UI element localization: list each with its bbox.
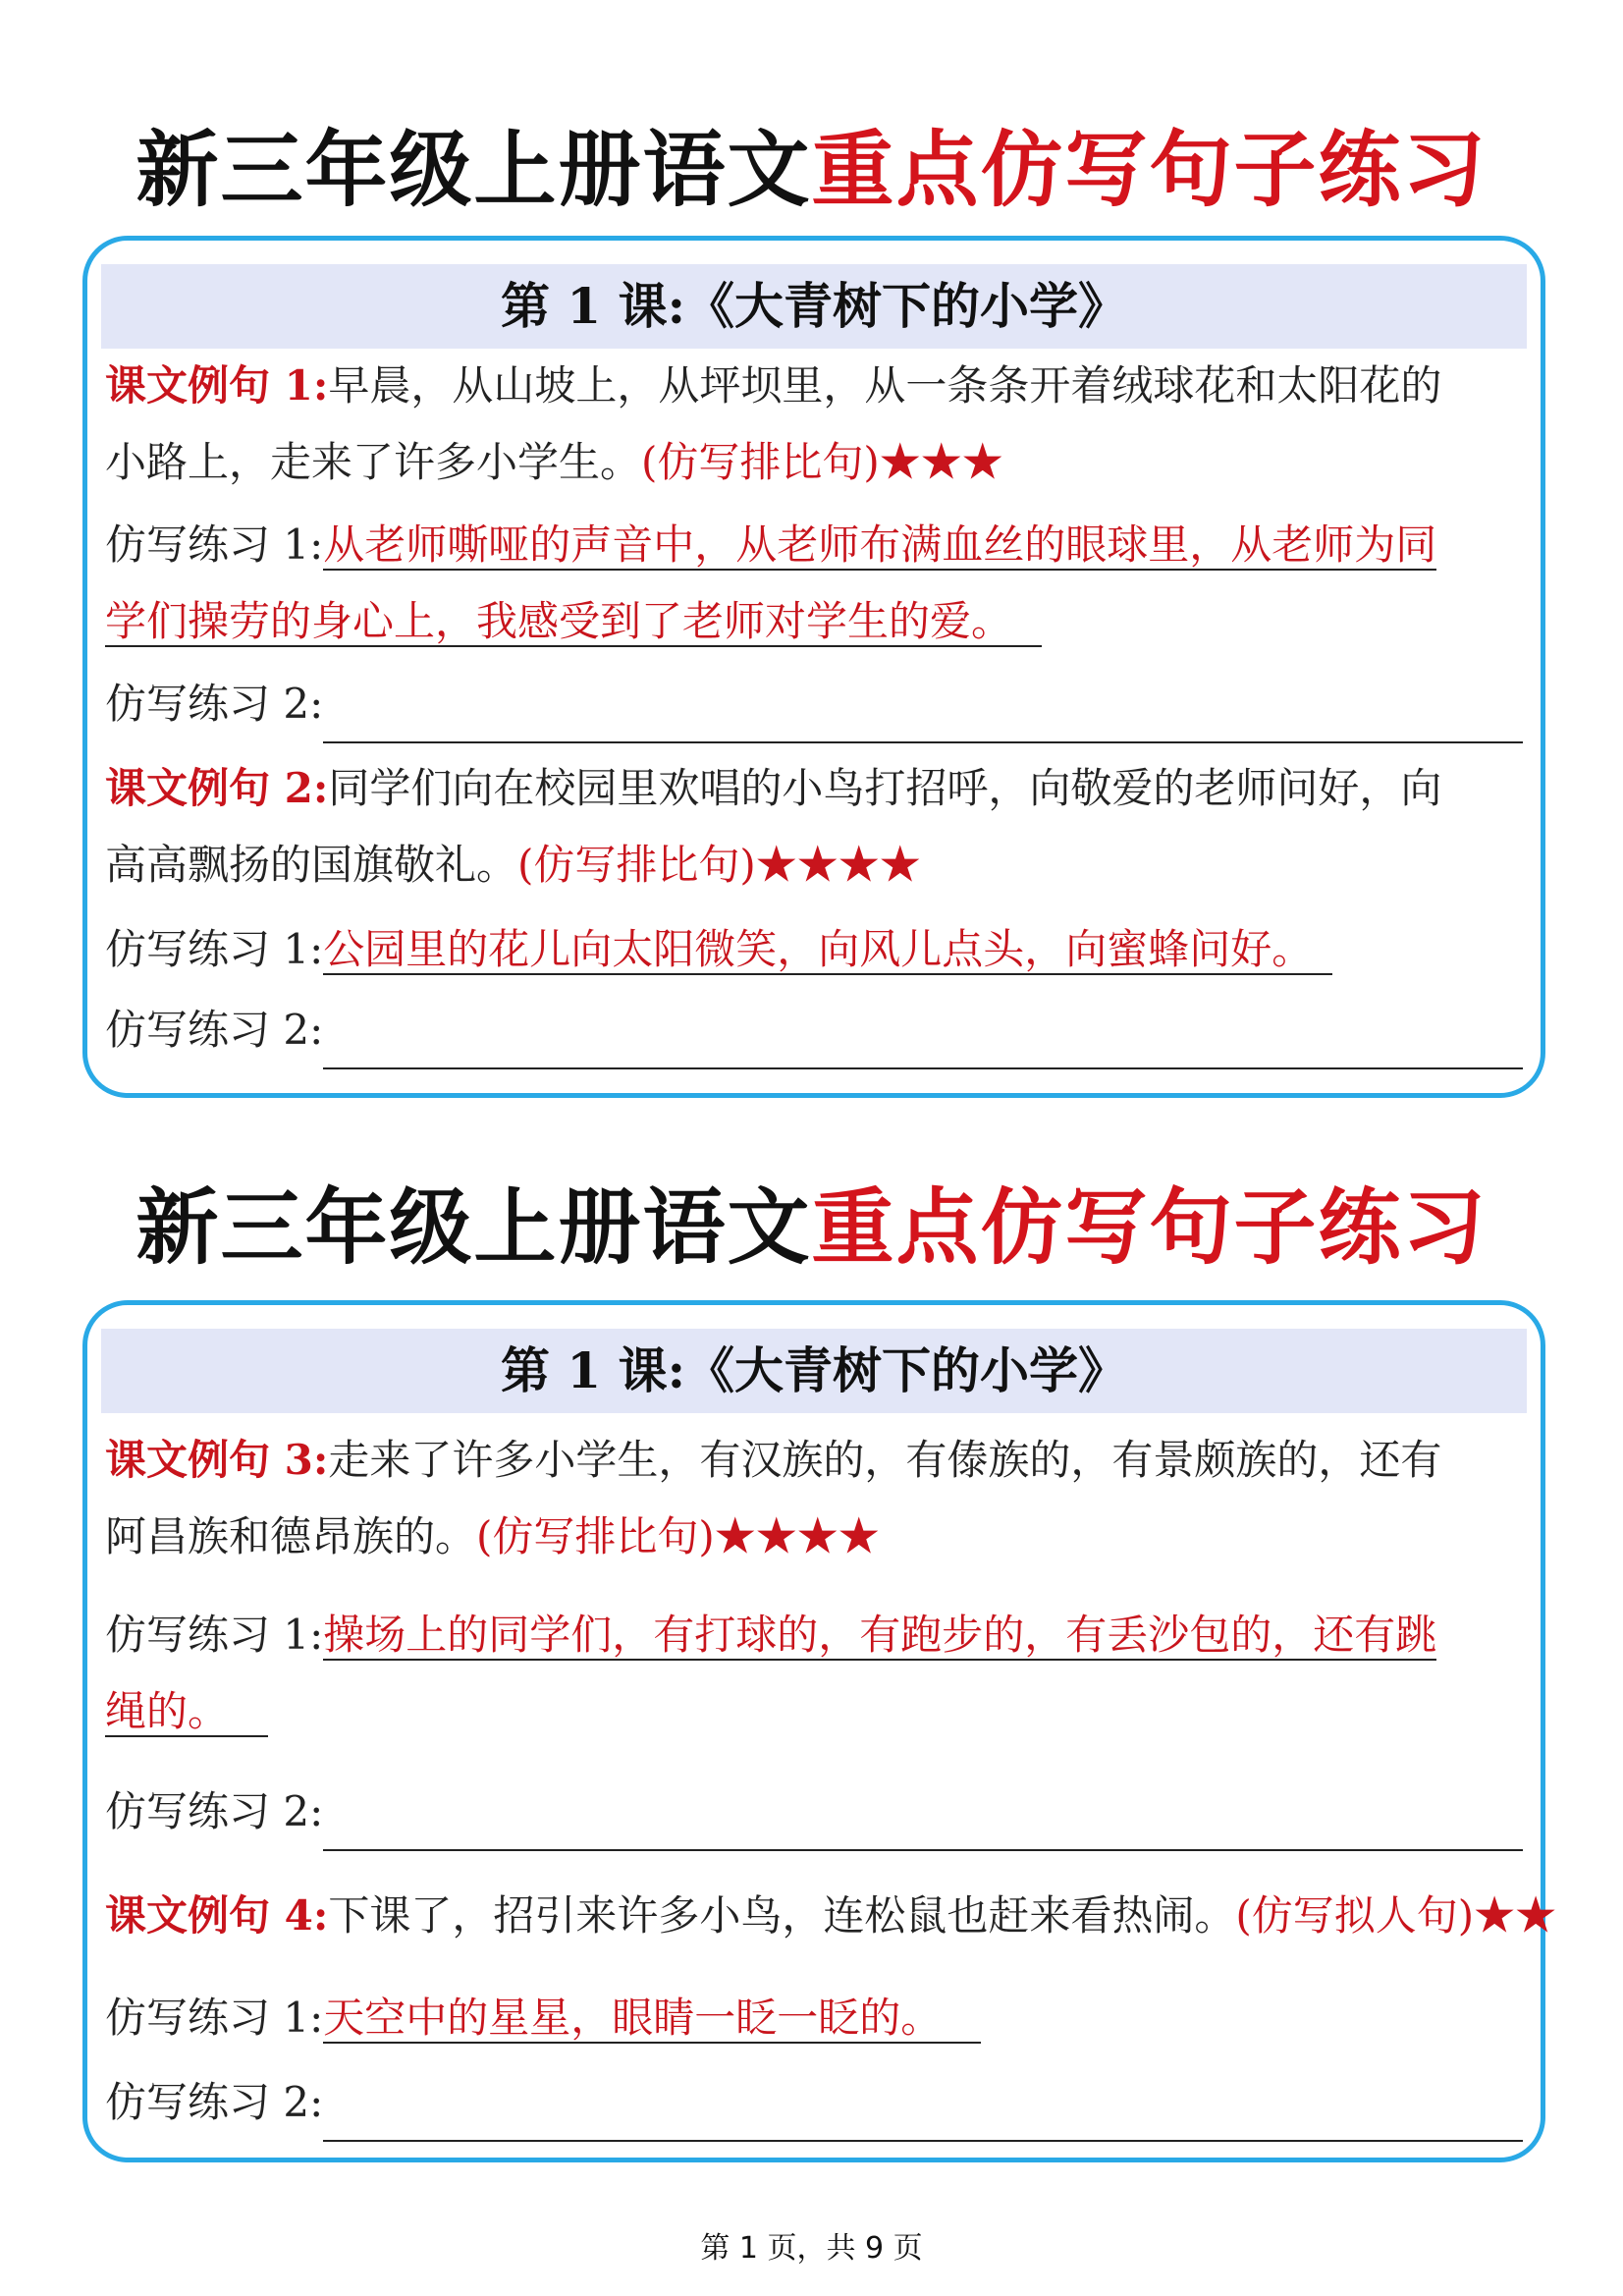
exercise-hint: (仿写排比句) bbox=[476, 1512, 715, 1560]
lesson-header: 第 1 课:《大青树下的小学》 bbox=[101, 264, 1527, 349]
example-sentence-3-cont bbox=[105, 1498, 1523, 1576]
title-black: 新三年级上册语文 bbox=[135, 1179, 812, 1276]
example-text: 下课了，招引来许多小鸟，连松鼠也赶来看热闹。 bbox=[328, 1891, 1236, 1940]
example-sentence-2-cont bbox=[105, 826, 1523, 904]
practice-1 bbox=[105, 1596, 1523, 1674]
exercise-card-2 bbox=[82, 1300, 1557, 2162]
example-text: 早晨，从山坡上，从坪坝里，从一条条开着绒球花和太阳花的 bbox=[328, 361, 1442, 410]
answer-text[interactable]: 从老师嘶哑的声音中，从老师布满血丝的眼球里，从老师为同 bbox=[323, 520, 1437, 569]
practice-label: 仿写练习 2: bbox=[105, 1006, 324, 1054]
example-text: 小路上，走来了许多小学生。 bbox=[105, 438, 642, 486]
page-title bbox=[0, 1174, 1623, 1282]
title-red: 重点仿写句子练习 bbox=[811, 1179, 1488, 1276]
lesson-header: 第 1 课:《大青树下的小学》 bbox=[101, 1329, 1527, 1413]
practice-1 bbox=[105, 506, 1523, 584]
example-tag: 课文例句 4: bbox=[105, 1891, 329, 1940]
example-sentence-1-cont bbox=[105, 423, 1523, 502]
difficulty-stars: ★★ bbox=[1474, 1891, 1557, 1940]
example-text: 阿昌族和德昂族的。 bbox=[105, 1512, 477, 1560]
page-title bbox=[0, 116, 1623, 224]
practice-3 bbox=[105, 1979, 1523, 2057]
example-sentence-1 bbox=[105, 347, 1523, 425]
exercise-hint: (仿写排比句) bbox=[641, 438, 880, 486]
example-sentence-3 bbox=[105, 1421, 1523, 1500]
example-sentence-2 bbox=[105, 749, 1523, 828]
example-tag: 课文例句 2: bbox=[105, 764, 329, 812]
practice-4 bbox=[105, 991, 1523, 1069]
answer-blank-line[interactable] bbox=[323, 2081, 1523, 2142]
answer-text[interactable]: 公园里的花儿向太阳微笑，向风儿点头，向蜜蜂问好。 bbox=[323, 925, 1332, 975]
practice-label: 仿写练习 2: bbox=[105, 680, 324, 728]
practice-1-cont bbox=[105, 1672, 1523, 1751]
example-tag: 课文例句 3: bbox=[105, 1436, 329, 1484]
exercise-hint: (仿写排比句) bbox=[517, 841, 756, 889]
answer-text[interactable]: 操场上的同学们，有打球的，有跑步的，有丢沙包的，还有跳 bbox=[323, 1611, 1437, 1659]
practice-2 bbox=[105, 1773, 1523, 1851]
exercise-card-1 bbox=[82, 236, 1545, 1098]
practice-label: 仿写练习 1: bbox=[105, 520, 324, 569]
exercise-hint: (仿写拟人句) bbox=[1235, 1891, 1475, 1940]
practice-label: 仿写练习 2: bbox=[105, 1787, 324, 1835]
practice-4 bbox=[105, 2063, 1523, 2142]
practice-3 bbox=[105, 910, 1523, 989]
difficulty-stars: ★★★ bbox=[879, 438, 1003, 486]
practice-2 bbox=[105, 665, 1523, 743]
practice-label: 仿写练习 1: bbox=[105, 925, 324, 973]
practice-label: 仿写练习 1: bbox=[105, 1994, 324, 2042]
title-red: 重点仿写句子练习 bbox=[811, 122, 1488, 218]
example-text: 高高飘扬的国旗敬礼。 bbox=[105, 841, 518, 889]
example-tag: 课文例句 1: bbox=[105, 361, 329, 410]
practice-1-cont bbox=[105, 582, 1523, 661]
practice-label: 仿写练习 1: bbox=[105, 1611, 324, 1659]
practice-label: 仿写练习 2: bbox=[105, 2078, 324, 2126]
answer-blank-line[interactable] bbox=[323, 1790, 1523, 1851]
answer-text[interactable]: 绳的。 bbox=[105, 1687, 268, 1737]
title-black: 新三年级上册语文 bbox=[135, 122, 812, 218]
answer-text[interactable]: 学们操劳的身心上，我感受到了老师对学生的爱。 bbox=[105, 597, 1042, 647]
difficulty-stars: ★★★★ bbox=[714, 1512, 880, 1560]
answer-blank-line[interactable] bbox=[323, 1009, 1523, 1069]
example-text: 走来了许多小学生，有汉族的，有傣族的，有景颇族的，还有 bbox=[328, 1436, 1442, 1484]
example-sentence-4 bbox=[105, 1877, 1557, 1955]
difficulty-stars: ★★★★ bbox=[755, 841, 921, 889]
example-text: 同学们向在校园里欢唱的小鸟打招呼，向敬爱的老师问好，向 bbox=[328, 764, 1442, 812]
page-number: 第 1 页，共 9 页 bbox=[700, 2231, 923, 2266]
answer-blank-line[interactable] bbox=[323, 683, 1523, 743]
answer-text[interactable]: 天空中的星星，眼睛一眨一眨的。 bbox=[323, 1994, 981, 2044]
